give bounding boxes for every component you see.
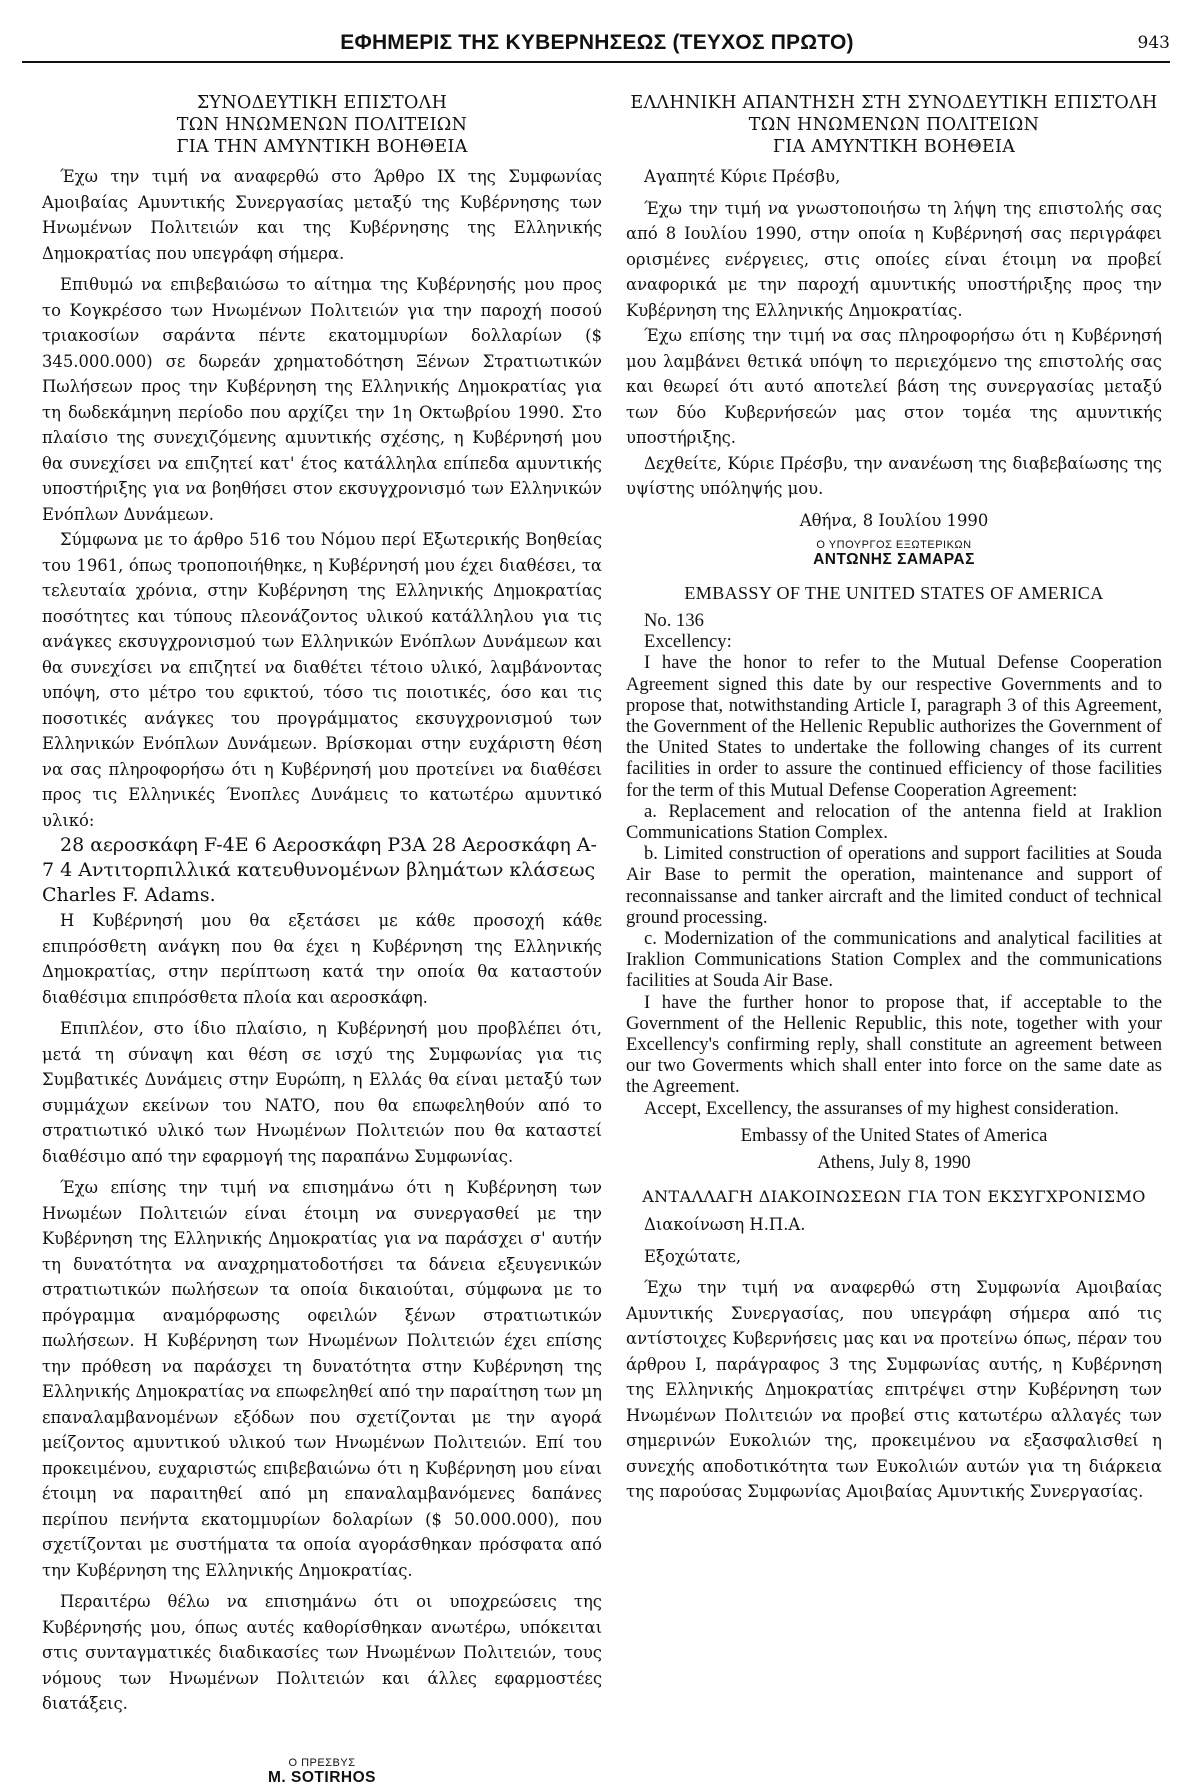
left-paragraph: Επιθυμώ να επιβεβαιώσω το αίτημα της Κυβέρνησής μου προς το Κογκρέσσο των Ηνωμένων Πολιτειών για την παροχή ποσού τριακοσίων σαράντα πέντε εκατομμυρίων δολλαρίων ($ 345.000.000) σε δωρεάν χρηματοδότηση Ξένων Στρατιωτικών Πωλήσεων προς την Κυβέρνηση της Ελληνικής Δημοκρατίας για τη δωδεκάμηνη περίοδο που αρχίζει την 1η Οκτωβρίου 1990. Στο πλαίσιο της συνεχιζόμενης αμυντικής σχέσης, η Κυβέρνησή μου θα συνεχίσει να επιζητεί κατ' έτος κατάλληλα επίπεδα αμυντικής υποστήριξης για να βοηθήσει στον εκσυγχρονισμό των Ελληνικών Ενόπλων Δυνάμεων. <box>42 275 602 524</box>
aircraft-list: 28 αεροσκάφη F-4E 6 Αεροσκάφη P3A 28 Αεροσκάφη A-7 4 Αντιτορπιλλικά κατευθυνομένων βλημάτων κλάσεως Charles F. Adams. <box>42 834 597 906</box>
left-column <box>42 92 602 1787</box>
excellency-salutation: Εξοχώτατε, <box>644 1246 742 1266</box>
right-heading-line: ΕΛΛΗΝΙΚΗ ΑΠΑΝΤΗΣΗ ΣΤΗ ΣΥΝΟΔΕΥΤΙΚΗ ΕΠΙΣΤΟΛΗ <box>630 93 1158 113</box>
en-list-item: b. Limited construction of operations and support facilities at Souda Air Base to permit the operation, maintenance and support of reconnaissanse and tanker aircraft and the limited conduct of technical ground processing. <box>626 843 1162 928</box>
greek-salutation: Αγαπητέ Κύριε Πρέσβυ, <box>644 167 841 186</box>
left-paragraph: Περαιτέρω θέλω να επισημάνω ότι οι υποχρεώσεις της Κυβέρνησής μου, όπως αυτές καθορίσθηκαν ανωτέρω, υπόκειται στις συνταγματικές διαδικασίες των Ηνωμένων Πολιτειών, τους νόμους των Ηνωμένων Πολιτειών και άλλες εφαρμοστέες διατάξεις. <box>42 1592 602 1713</box>
right-heading-line: ΓΙΑ ΑΜΥΝΤΙΚΗ ΒΟΗΘΕΙΑ <box>772 137 1016 157</box>
right-paragraph: Έχω επίσης την τιμή να σας πληροφορήσω ότι η Κυβέρνησή μου λαμβάνει θετικά υπόψη το περιεχόμενο της επιστολής σας και θεωρεί ότι αυτό αποτελεί βάση της συνεργασίας μεταξύ των δύο Κυβερνήσεών μας στον τομέα της αμυντικής υποστήριξης. <box>626 326 1162 447</box>
page-number: 943 <box>1137 33 1170 53</box>
gazette-title: ΕΦΗΜΕΡΙΣ ΤΗΣ ΚΥΒΕΡΝΗΣΕΩΣ (ΤΕΥΧΟΣ ΠΡΩΤΟ) <box>340 31 854 54</box>
en-paragraph: I have the honor to refer to the Mutual Defense Cooperation Agreement signed this date by our respective Governments and to propose that, notwithstanding Article I, paragraph 3 of this Agreement, the Government of the Hellenic Republic authorizes the Government of the United States to undertake the following changes of its current facilities in order to assure the continued efficiency of those facilities for the term of this Mutual Defense Cooperation Agreement: <box>626 652 1162 801</box>
left-paragraph: Έχω επίσης την τιμή να επισημάνω ότι η Κυβέρνηση των Ηνωμέων Πολιτειών είναι έτοιμη να συνεργασθεί με την Κυβέρνηση της Ελληνικής Δημοκρατίας για να παράσχει σ' αυτήν τη δυνατότητα να αναχρηματοδοτήσει τα δάνεια εξευγενικών στρατιωτικών πωλήσεων τα οποία δικαιούται, σύμφωνα με το πρόγραμμα αναμόρφωσης οφειλών ξένων στρατιωτικών πωλήσεων. Η Κυβέρνηση των Ηνωμένων Πολιτειών έχει επίσης την πρόθεση να παράσχει τη δυνατότητα στην Κυβέρνηση της Ελληνικής Δημοκρατίας να επωφεληθεί από την παραίτηση των μη επαναλαμβανομένων εξόδων που σχετίζονται με την αγορά μείζοντος αμυντικού υλικού των Ηνωμένων Πολιτειών. Επί του προκειμένου, ευχαριστώς επιβεβαιώνω ότι η Κυβέρνηση μου είναι έτοιμη να παραιτηθεί από μη επαναλαμβανόμενες δαπάνες περίπου πενήντα εκατομμυρίων δολαρίων ($ 50.000.000), που σχετίζονται με συστήματα τα οποία αγοράσθηκαν πρόσφατα από την Κυβέρνηση της Ελληνικής Δημοκρατίας. <box>42 1178 602 1580</box>
note-label: Διακοίνωση Η.Π.Α. <box>644 1215 806 1235</box>
minister-title: Ο ΥΠΟΥΡΓΟΣ ΕΞΩΤΕΡΙΚΩΝ <box>816 539 972 551</box>
right-heading <box>626 92 1162 158</box>
left-paragraph: Έχω την τιμή να αναφερθώ στο Άρθρο IX της Συμφωνίας Αμοιβαίας Αμυντικής Συνεργασίας μεταξύ της Κυβέρνησης των Ηνωμένων Πολιτειών και της Κυβέρνησης της Ελληνικής Δημοκρατίας που υπεγράφη σήμερα. <box>42 167 602 263</box>
left-heading-line: ΓΙΑ ΤΗΝ ΑΜΥΝΤΙΚΗ ΒΟΗΘΕΙΑ <box>176 137 468 157</box>
minister-name: ΑΝΤΩΝΗΣ ΣΑΜΑΡΑΣ <box>813 551 975 568</box>
left-paragraph: Επιπλέον, στο ίδιο πλαίσιο, η Κυβέρνησή μου προβλέπει ότι, μετά τη σύναψη και θέση σε ισχύ της Συμφωνίας για τις Συμβατικές Δυνάμεις στην Ευρώπη, η Ελλάς θα είναι μεταξύ των συμμάχων εκείνων του ΝΑΤΟ, που θα επωφεληθούν από το στρατιωτικό υλικό των Ηνωμένων Πολιτειών που θα καταστεί διαθέσιμο από την εφαρμογή της παραπάνω Συμφωνίας. <box>42 1019 602 1166</box>
en-salutation: Excellency: <box>644 631 732 653</box>
left-heading-line: ΣΥΝΟΔΕΥΤΙΚΗ ΕΠΙΣΤΟΛΗ <box>196 93 448 113</box>
en-paragraph: Accept, Excellency, the assuranses of my highest consideration. <box>644 1097 1119 1119</box>
left-heading-line: ΤΩΝ ΗΝΩΜΕΝΩΝ ΠΟΛΙΤΕΙΩΝ <box>176 115 468 135</box>
en-paragraph: I have the further honor to propose that, if acceptable to the Government of the Hellenic Republic, this note, together with your Excellency's confirming reply, shall constitute an agreement between our two Goverments which shall enter into force on the same date as the Agreement. <box>626 991 1162 1098</box>
page-header <box>22 31 1170 63</box>
right-paragraph: Δεχθείτε, Κύριε Πρέσβυ, την ανανέωση της διαβεβαίωσης της υψίστης υπόληψής μου. <box>626 453 1162 498</box>
left-heading <box>42 92 602 158</box>
en-place-date: Athens, July 8, 1990 <box>817 1152 971 1174</box>
right-heading-line: ΤΩΝ ΗΝΩΜΕΝΩΝ ΠΟΛΙΤΕΙΩΝ <box>748 115 1040 135</box>
note-number: No. 136 <box>644 610 704 631</box>
left-paragraph: Η Κυβέρνησή μου θα εξετάσει με κάθε προσοχή κάθε επιπρόσθετη ανάγκη που θα έχει η Κυβέρνηση της Ελληνικής Δημοκρατίας, στην περίπτωση κατά την οποία θα καταστούν διαθέσιμα επιπρόσθετα πλοία και αεροσκάφη. <box>42 911 602 1007</box>
place-date: Αθήνα, 8 Ιουλίου 1990 <box>799 510 989 530</box>
en-list-item: a. Replacement and relocation of the antenna field at Iraklion Communications Station Complex. <box>626 800 1162 844</box>
en-list-item: c. Modernization of the communications and analytical facilities at Iraklion Communications Station Complex and the communications facilities at Souda Air Base. <box>626 928 1162 992</box>
exchange-heading: ΑΝΤΑΛΛΑΓΗ ΔΙΑΚΟΙΝΩΣΕΩΝ ΓΙΑ ΤΟΝ ΕΚΣΥΓΧΡΟΝΙΣΜΟ <box>642 1187 1146 1207</box>
left-paragraph: Σύμφωνα με το άρθρο 516 του Νόμου περί Εξωτερικής Βοηθείας του 1961, όπως τροποποιήθηκε, η Κυβέρνησή μου έχει διαθέσει, τα τελευταία χρόνια, στην Κυβέρνηση της Ελληνικής Δημοκρατίας ποσότητες και τύπους πλεονάζοντος υλικού κατάλληλου για τις ανάγκες εκσυγχρονισμού των Ελληνικών Ενόπλων Δυνάμεων και θα συνεχίσει να επιζητεί να διαθέτει τέτοιο υλικό, λαμβάνοντας υπόψη, στο μέτρο του εφικτού, τόσο τις ποιοτικές, όσο και τις ποσοτικές ανάγκες του προγράμματος εκσυγχρονισμού των Ελληνικών Ενόπλων Δυνάμεων. Βρίσκομαι στην ευχάριστη θέση να σας πληροφορήσω ότι η Κυβέρνησή μου προτείνει να διαθέσει προς τις Ελληνικές Ένοπλες Δυνάμεις το κατωτέρω αμυντικό υλικό: <box>42 530 602 830</box>
embassy-heading: EMBASSY OF THE UNITED STATES OF AMERICA <box>684 583 1104 603</box>
embassy-signature: Embassy of the United States of America <box>740 1124 1048 1146</box>
right-column <box>626 92 1162 1505</box>
right-paragraph: Έχω την τιμή να αναφερθώ στη Συμφωνία Αμοιβαίας Αμυντικής Συνεργασίας, που υπεγράφη σήμερα από τις αντίστοιχες Κυβερνήσεις μας και να προτείνω όπως, πέραν του άρθρου I, παράγραφος 3 της Συμφωνίας αυτής, η Κυβέρνηση της Ελληνικής Δημοκρατίας επιτρέψει στην Κυβέρνηση των Ηνωμένων Πολιτειών να προβεί στις κατωτέρω αλλαγές των σημερινών Ευκολιών της, προκειμένου να εξασφαλισθεί η συνεχής αποδοτικότητα των Ευκολιών αυτών για τη διάρκεια της παρούσας Συμφωνίας Αμοιβαίας Αμυντικής Συνεργασίας. <box>626 1278 1162 1502</box>
ambassador-title: Ο ΠΡΕΣΒΥΣ <box>288 1756 356 1769</box>
ambassador-name: M. SOTIRHOS <box>268 1768 376 1786</box>
right-paragraph: Έχω την τιμή να γνωστοποιήσω τη λήψη της επιστολής σας από 8 Ιουλίου 1990, στην οποία η Κυβέρνησή σας περιγράφει ορισμένες ενέργειες, στις οποίες είναι έτοιμη να προβεί αναφορικά με την παροχή αμυντικής υποστήριξης προς την Κυβέρνηση της Ελληνικής Δημοκρατίας. <box>626 198 1162 320</box>
